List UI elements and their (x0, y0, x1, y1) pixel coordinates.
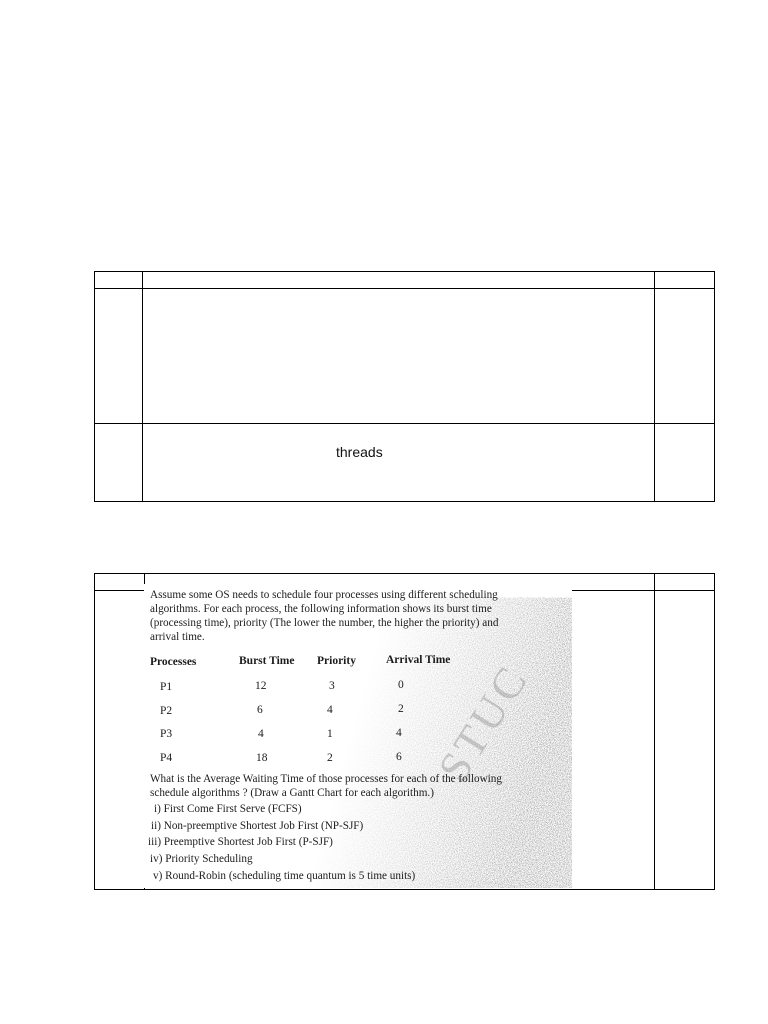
upper-table-row (95, 289, 715, 424)
prompt-line: schedule algorithms ? (Draw a Gantt Chart for each algorithm.) (150, 787, 434, 799)
intro-line: arrival time. (150, 631, 205, 643)
threads-text: threads (336, 444, 383, 460)
upper-table (94, 271, 715, 502)
scanned-question-image (144, 584, 572, 888)
burst-value: 6 (257, 704, 263, 716)
header-priority: Priority (317, 655, 356, 667)
priority-value: 2 (327, 752, 333, 764)
priority-value: 3 (329, 680, 335, 692)
upper-cell-question-header (143, 272, 655, 289)
lower-cell-no (95, 591, 145, 890)
priority-value: 1 (327, 728, 333, 740)
process-name: P3 (160, 728, 173, 740)
upper-cell-question (143, 289, 655, 424)
option-item: iv) Priority Scheduling (150, 853, 253, 865)
upper-cell-question (143, 424, 655, 502)
arrival-value: 6 (396, 751, 402, 763)
lower-cell-no-header (95, 574, 145, 591)
arrival-value: 0 (398, 679, 404, 691)
burst-value: 12 (255, 680, 267, 692)
option-item: iii) Preemptive Shortest Job First (P-SJF) (148, 836, 333, 848)
burst-value: 18 (256, 752, 268, 764)
arrival-value: 4 (396, 727, 402, 739)
prompt-line: What is the Average Waiting Time of those processes for each of the following (150, 773, 502, 785)
upper-cell-marks-header (655, 272, 715, 289)
intro-line: Assume some OS needs to schedule four processes using different scheduling (150, 589, 498, 601)
intro-line: (processing time), priority (The lower the number, the higher the priority) and (150, 617, 499, 629)
option-item: i) First Come First Serve (FCFS) (154, 803, 302, 815)
header-processes: Processes (150, 656, 197, 668)
process-name: P1 (160, 681, 173, 693)
upper-cell-no (95, 289, 143, 424)
header-burst-time: Burst Time (239, 655, 295, 667)
upper-cell-no (95, 424, 143, 502)
intro-line: algorithms. For each process, the following information shows its burst time (150, 603, 492, 615)
arrival-value: 2 (398, 703, 404, 715)
watermark: STUC (428, 655, 539, 791)
upper-table-row (95, 424, 715, 502)
upper-table-header-row (95, 272, 715, 289)
option-item: ii) Non-preemptive Shortest Job First (NP-SJF) (151, 820, 364, 832)
upper-cell-no-header (95, 272, 143, 289)
burst-value: 4 (258, 728, 264, 740)
lower-cell-marks-header (655, 574, 715, 591)
process-name: P4 (160, 752, 173, 764)
lower-cell-marks (655, 591, 715, 890)
upper-cell-marks (655, 424, 715, 502)
option-item: v) Round-Robin (scheduling time quantum is 5 time units) (153, 870, 416, 882)
priority-value: 4 (327, 704, 333, 716)
upper-cell-marks (655, 289, 715, 424)
header-arrival-time: Arrival Time (386, 654, 451, 666)
process-name: P2 (160, 705, 173, 717)
